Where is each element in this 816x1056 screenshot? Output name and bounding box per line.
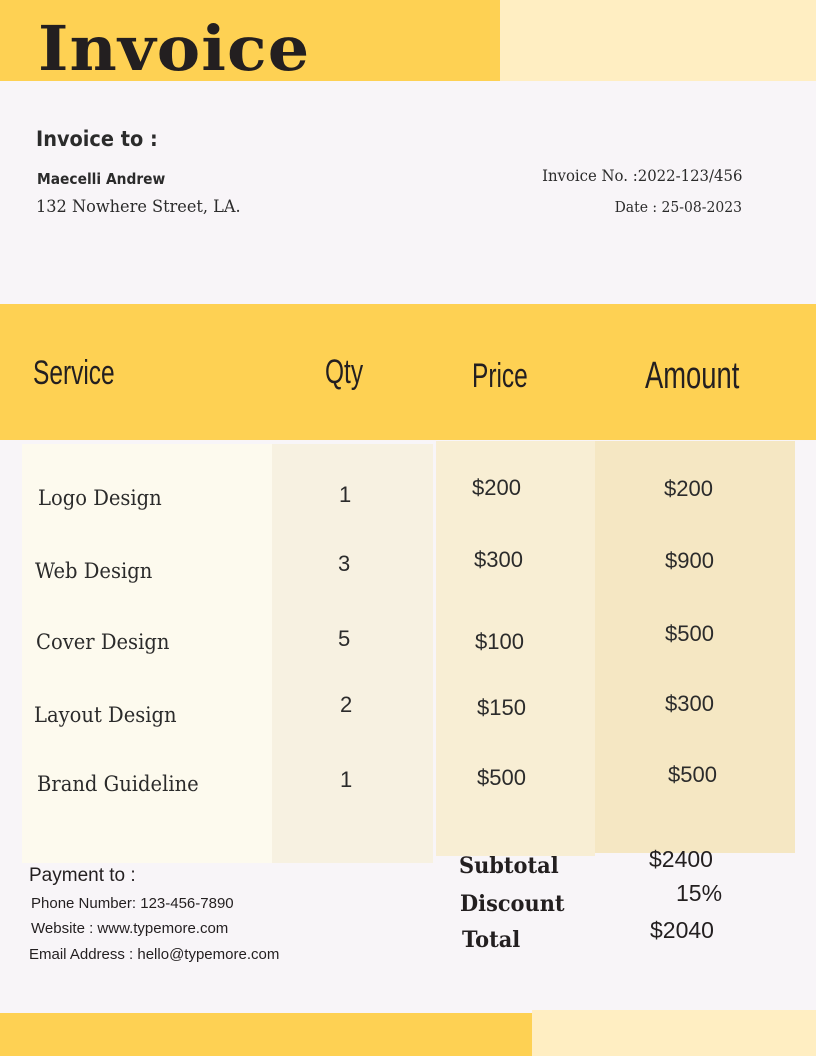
column-header-service: Service (33, 354, 115, 392)
discount-label: Discount (460, 891, 565, 917)
footer-band-yellow (0, 1013, 532, 1056)
page-title: Invoice (38, 12, 311, 85)
invoice-to-label: Invoice to : (36, 127, 158, 151)
cell-qty: 2 (340, 692, 353, 717)
subtotal-label: Subtotal (459, 853, 559, 879)
cell-qty: 5 (338, 626, 351, 651)
column-qty (272, 444, 433, 863)
invoice-number: Invoice No. :2022-123/456 (541, 166, 742, 185)
cell-service: Logo Design (38, 486, 162, 510)
payment-phone: Phone Number: 123-456-7890 (31, 895, 234, 912)
cell-service: Brand Guideline (37, 772, 199, 796)
payment-to-label: Payment to : (29, 865, 136, 886)
column-amount (595, 441, 795, 853)
cell-price: $200 (472, 475, 521, 500)
total-value: $2040 (650, 917, 714, 943)
total-label: Total (462, 927, 521, 953)
cell-qty: 1 (340, 767, 353, 792)
cell-price: $100 (475, 629, 524, 654)
cell-price: $300 (474, 547, 523, 572)
cell-price: $150 (477, 695, 526, 720)
cell-amount: $200 (664, 476, 713, 501)
cell-amount: $900 (665, 548, 714, 573)
column-header-amount: Amount (645, 355, 740, 397)
cell-qty: 1 (339, 482, 352, 507)
column-header-qty: Qty (325, 353, 364, 391)
cell-qty: 3 (338, 551, 351, 576)
subtotal-value: $2400 (649, 846, 713, 872)
client-address: 132 Nowhere Street, LA. (36, 197, 241, 217)
discount-value: 15% (676, 880, 723, 906)
payment-email[interactable]: Email Address : hello@typemore.com (29, 946, 280, 963)
column-header-price: Price (472, 357, 528, 395)
header-band-cream (500, 0, 816, 81)
cell-amount: $300 (665, 691, 714, 716)
cell-service: Layout Design (34, 703, 177, 727)
cell-price: $500 (477, 765, 526, 790)
client-name: Maecelli Andrew (37, 170, 166, 188)
cell-amount: $500 (665, 621, 714, 646)
cell-service: Web Design (35, 559, 153, 583)
invoice-date: Date : 25-08-2023 (614, 198, 742, 216)
cell-service: Cover Design (36, 630, 170, 654)
footer-band-cream (532, 1010, 816, 1056)
payment-website[interactable]: Website : www.typemore.com (31, 920, 229, 937)
cell-amount: $500 (668, 762, 717, 787)
